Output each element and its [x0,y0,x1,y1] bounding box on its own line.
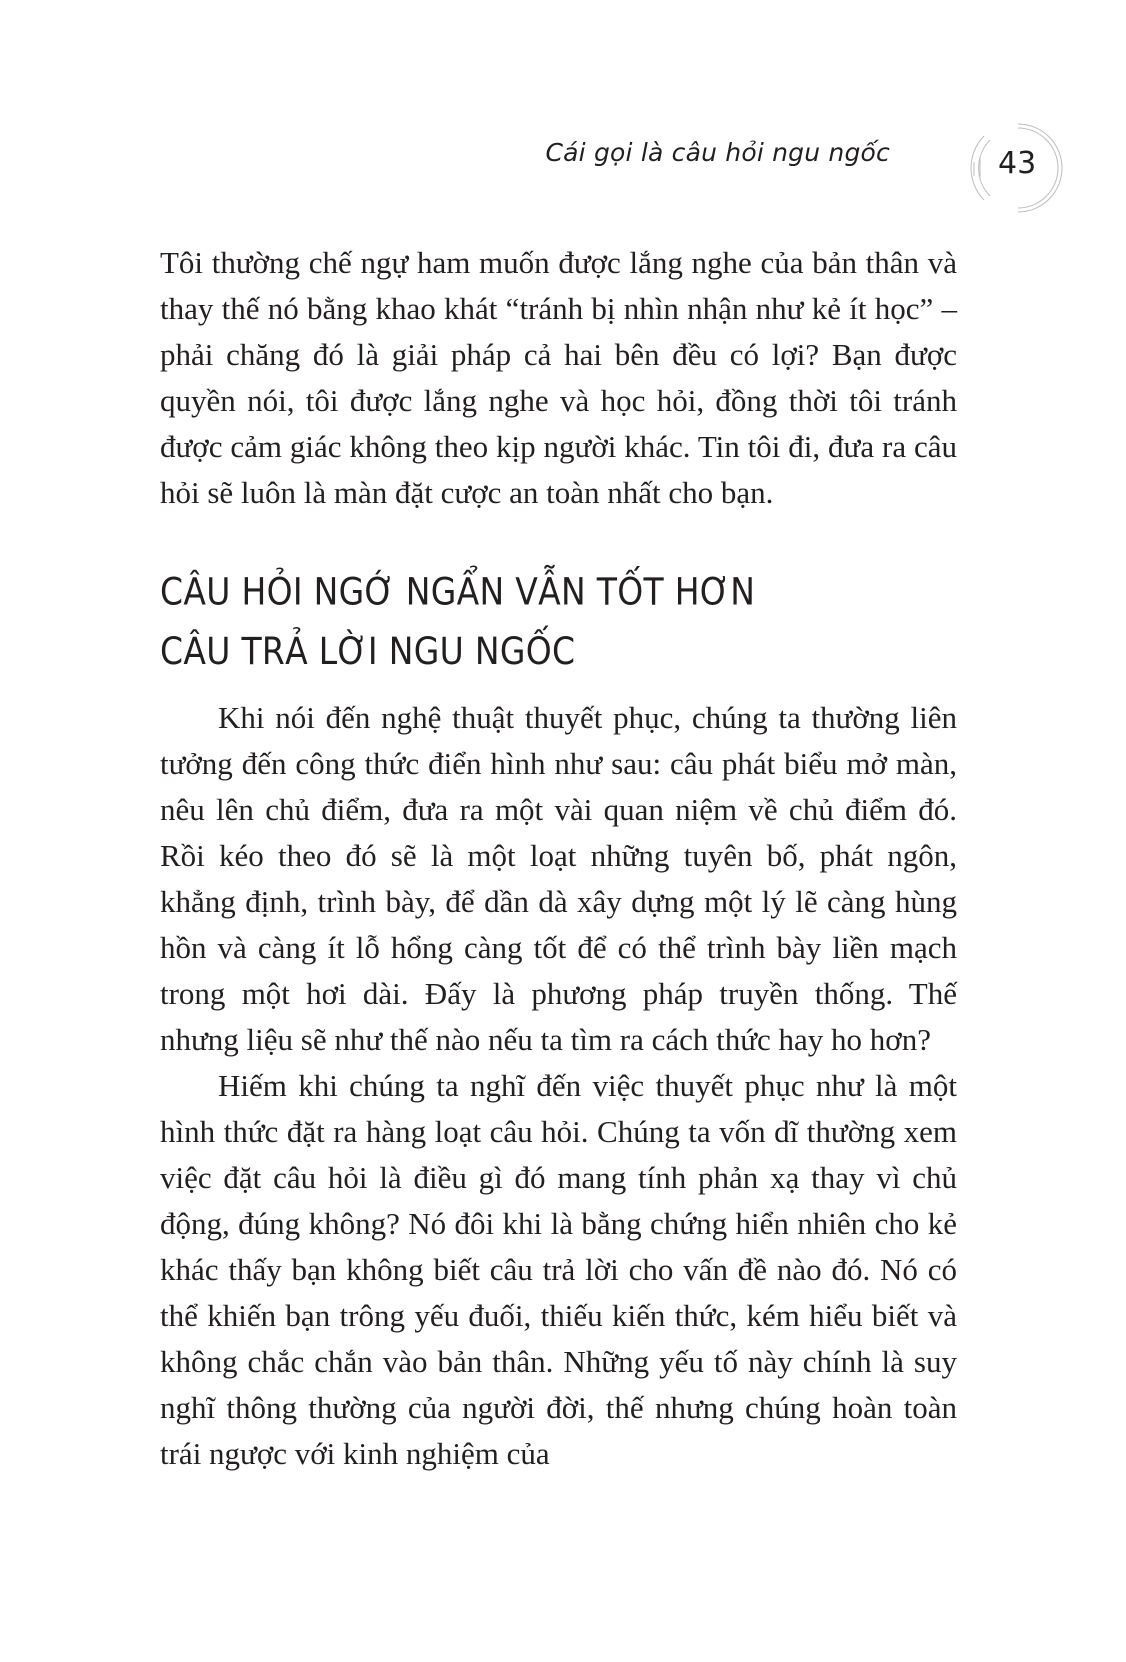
body-paragraph-2: Hiếm khi chúng ta nghĩ đến việc thuyết phục như là một hình thức đặt ra hàng loạt câu hỏi. Chúng ta vốn dĩ thường xem việc đặt câu hỏi là điều gì đó mang tính phản xạ thay vì chủ động, đúng không? Nó đôi khi là bằng chứng hiển nhiên cho kẻ khác thấy bạn không biết câu trả lời cho vấn đề nào đó. Nó có thể khiến bạn trông yếu đuối, thiếu kiến thức, kém hiểu biết và không chắc chắn vào bản thân. Những yếu tố này chính là suy nghĩ thông thường của người đời, thế nhưng chúng hoàn toàn trái ngược với kinh nghiệm của [160,1068,957,1471]
intro-paragraph: Tôi thường chế ngự ham muốn được lắng nghe của bản thân và thay thế nó bằng khao khát “tránh bị nhìn nhận như kẻ ít học” – phải chăng đó là giải pháp cả hai bên đều có lợi? Bạn được quyền nói, tôi được lắng nghe và học hỏi, đồng thời tôi tránh được cảm giác không theo kịp người khác. Tin tôi đi, đưa ra câu hỏi sẽ luôn là màn đặt cược an toàn nhất cho bạn. [160,245,957,510]
section-heading-line-2: CÂU TRẢ LỜI NGU NGỐC [160,629,576,673]
section-heading-line-1: CÂU HỎI NGỚ NGẨN VẪN TỐT HƠN [160,569,756,614]
section-body [160,695,957,1477]
intro-paragraph-block [160,240,957,516]
running-head-title: Cái gọi là câu hỏi ngu ngốc [545,138,890,167]
section-heading [160,562,755,681]
page-number: 43 [998,146,1037,181]
body-paragraph-1: Khi nói đến nghệ thuật thuyết phục, chúng ta thường liên tưởng đến công thức điển hình như sau: câu phát biểu mở màn, nêu lên chủ điểm, đưa ra một vài quan niệm về chủ điểm đó. Rồi kéo theo đó sẽ là một loạt những tuyên bố, phát ngôn, khẳng định, trình bày, để dần dà xây dựng một lý lẽ càng hùng hồn và càng ít lỗ hổng càng tốt để có thể trình bày liền mạch trong một hơi dài. Đấy là phương pháp truyền thống. Thế nhưng liệu sẽ như thế nào nếu ta tìm ra cách thức hay ho hơn? [160,700,957,1057]
